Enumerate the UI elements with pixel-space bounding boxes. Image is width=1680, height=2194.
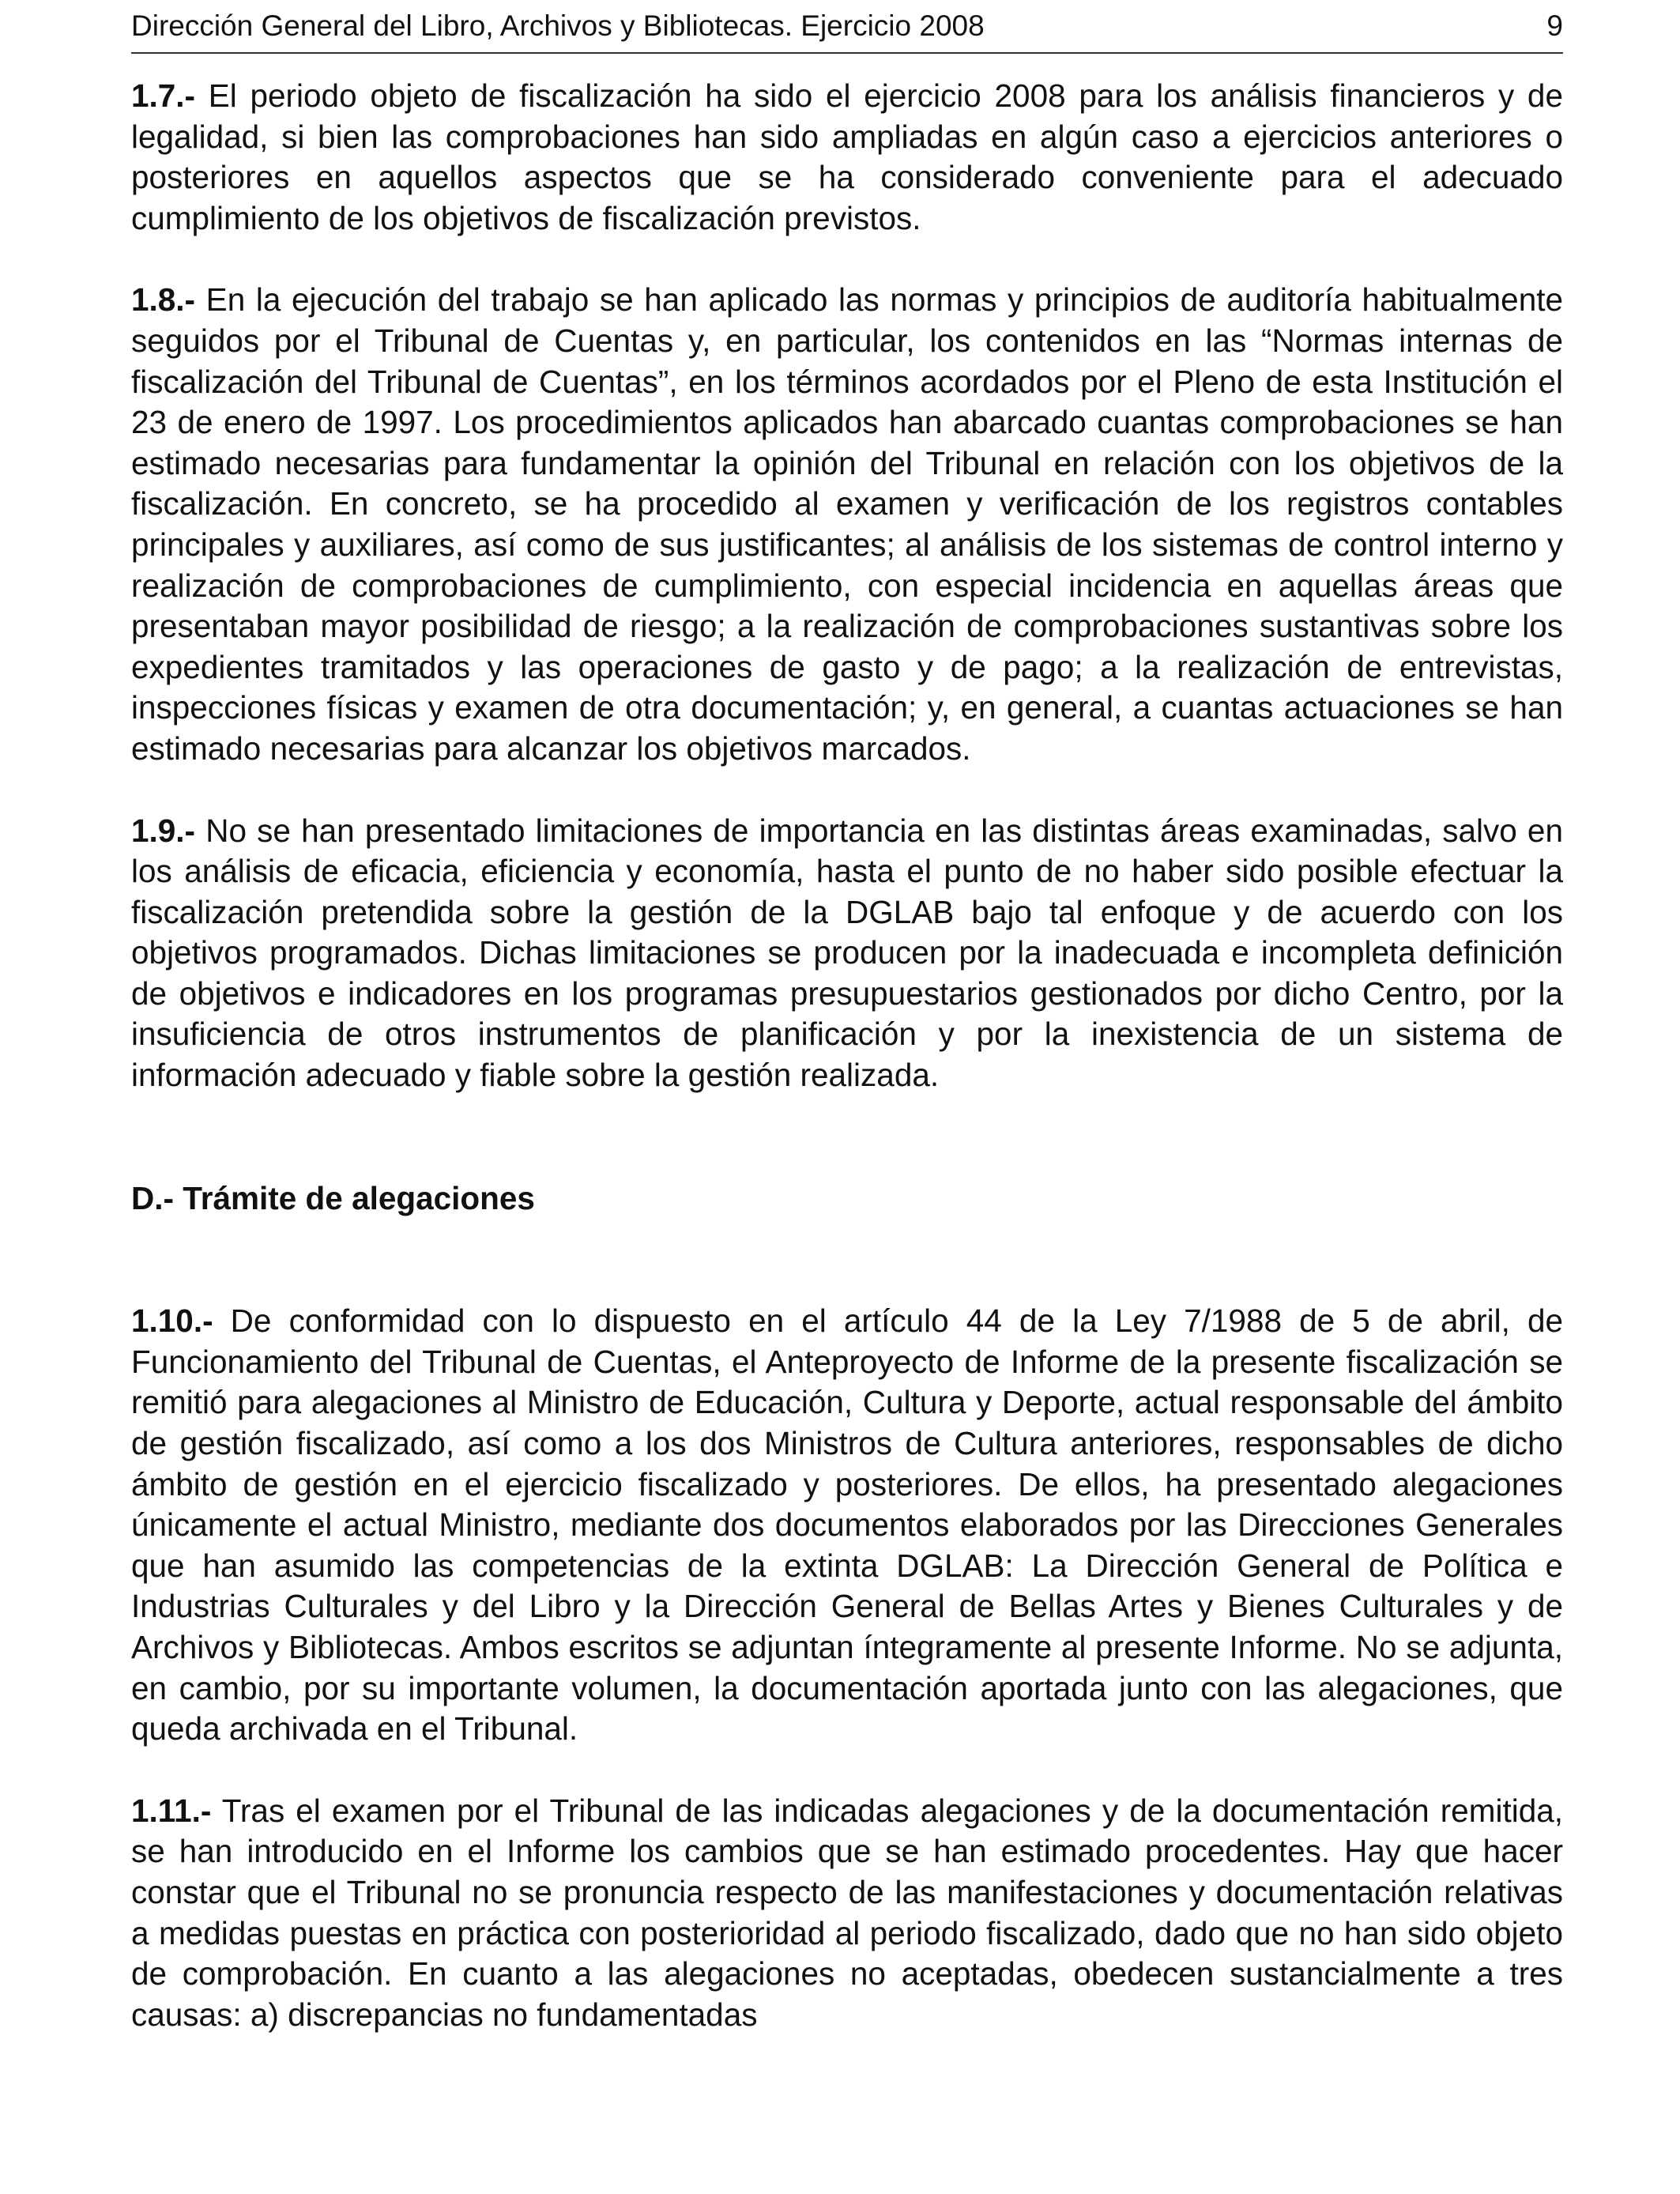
header-title: Dirección General del Libro, Archivos y Bibliotecas. Ejercicio 2008 [131, 9, 985, 42]
page-number: 9 [1546, 9, 1563, 42]
section-heading: D.- Trámite de alegaciones [131, 1179, 535, 1216]
paragraph-text: De conformidad con lo dispuesto en el artículo 44 de la Ley 7/1988 de 5 de abril, de Funcionamiento del Tribunal de Cuentas, el Anteproyecto de Informe de la presente fiscalización se remitió para alegaciones al Ministro de Educación, Cultura y Deporte, actual responsable del ámbito de gestión fiscalizado, así como a los dos Ministros de Cultura anteriores, responsables de dicho ámbito de gestión en el ejercicio fiscalizado y posteriores. De ellos, ha presentado alegaciones únicamente el actual Ministro, mediante dos documentos elaborados por las Direcciones Generales que han asumido las competencias de la extinta DGLAB: La Dirección General de Política e Industrias Culturales y del Libro y la Dirección General de Bellas Artes y Bienes Culturales y de Archivos y Bibliotecas. Ambos escritos se adjuntan íntegramente al presente Informe. No se adjunta, en cambio, por su importante volumen, la documentación aportada junto con las alegaciones, que queda archivada en el Tribunal. [131, 1302, 1563, 1747]
paragraph-number: 1.11.- [131, 1792, 212, 1829]
paragraph-text: En la ejecución del trabajo se han aplicado las normas y principios de auditoría habitualmente seguidos por el Tribunal de Cuentas y, en particular, los contenidos en las “Normas internas de fiscalización del Tribunal de Cuentas”, en los términos acordados por el Pleno de esta Institución el 23 de enero de 1997. Los procedimientos aplicados han abarcado cuantas comprobaciones se han estimado necesarias para fundamentar la opinión del Tribunal en relación con los objetivos de la fiscalización. En concreto, se ha procedido al examen y verificación de los registros contables principales y auxiliares, así como de sus justificantes; al análisis de los sistemas de control interno y realización de comprobaciones de cumplimiento, con especial incidencia en aquellas áreas que presentaban mayor posibilidad de riesgo; a la realización de comprobaciones sustantivas sobre los expedientes tramitados y las operaciones de gasto y de pago; a la realización de entrevistas, inspecciones físicas y examen de otra documentación; y, en general, a cuantas actuaciones se han estimado necesarias para alcanzar los objetivos marcados. [131, 281, 1563, 767]
paragraph-text: Tras el examen por el Tribunal de las indicadas alegaciones y de la documentación remitida, se han introducido en el Informe los cambios que se han estimado procedentes. Hay que hacer constar que el Tribunal no se pronuncia respecto de las manifestaciones y documentación relativas a medidas puestas en práctica con posterioridad al periodo fiscalizado, dado que no han sido objeto de comprobación. En cuanto a las alegaciones no aceptadas, obedecen sustancialmente a tres causas: a) discrepancias no fundamentadas [131, 1792, 1563, 2033]
document-page [131, 0, 1563, 2035]
paragraph-1-9 [131, 811, 1563, 1096]
paragraph-1-7 [131, 76, 1563, 239]
paragraph-1-10 [131, 1301, 1563, 1750]
paragraph-number: 1.7.- [131, 77, 196, 114]
paragraph-1-11 [131, 1791, 1563, 2036]
page-header [131, 0, 1563, 54]
paragraph-text: No se han presentado limitaciones de importancia en las distintas áreas examinadas, salvo en los análisis de eficacia, eficiencia y economía, hasta el punto de no haber sido posible efectuar la fiscalización pretendida sobre la gestión de la DGLAB bajo tal enfoque y de acuerdo con los objetivos programados. Dichas limitaciones se producen por la inadecuada e incompleta definición de objetivos e indicadores en los programas presupuestarios gestionados por dicho Centro, por la insuficiencia de otros instrumentos de planificación y por la inexistencia de un sistema de información adecuado y fiable sobre la gestión realizada. [131, 812, 1563, 1094]
paragraph-number: 1.10.- [131, 1302, 213, 1340]
paragraph-1-8 [131, 280, 1563, 769]
paragraph-text: El periodo objeto de fiscalización ha sido el ejercicio 2008 para los análisis financieros y de legalidad, si bien las comprobaciones han sido ampliadas en algún caso a ejercicios anteriores o posteriores en aquellos aspectos que se ha considerado conveniente para el adecuado cumplimiento de los objetivos de fiscalización previstos. [131, 77, 1563, 236]
paragraph-number: 1.8.- [131, 281, 196, 319]
paragraph-number: 1.9.- [131, 812, 196, 849]
